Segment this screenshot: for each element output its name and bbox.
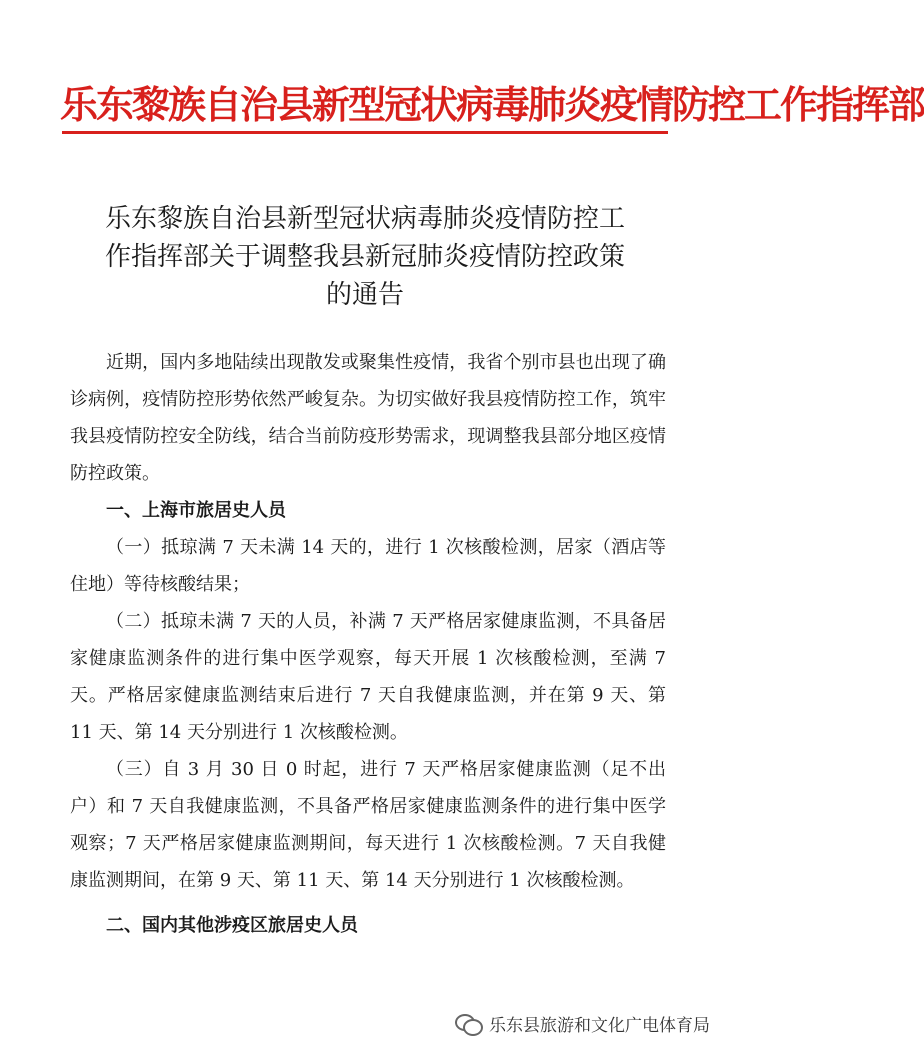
document-title xyxy=(60,200,670,314)
document-title-line: 的通告 xyxy=(325,280,404,310)
letterhead-title: 乐东黎族自治县新型冠状病毒肺炎疫情防控工作指挥部 xyxy=(60,83,924,127)
document-body xyxy=(70,344,666,944)
body-paragraph: （二）抵琼未满 7 天的人员，补满 7 天严格居家健康监测，不具备居家健康监测条件的进行集中医学观察，每天开展 1 次核酸检测，至满 7 天。严格居家健康监测结束后进行 7 天自我健康监测，并在第 9 天、第 11 天、第 14 天分别进行 1 次核酸检测。 xyxy=(70,611,666,743)
section-heading: 二、国内其他涉疫区旅居史人员 xyxy=(106,915,358,936)
source-watermark xyxy=(455,1011,710,1036)
document-title-line: 乐东黎族自治县新型冠状病毒肺炎疫情防控工 xyxy=(104,204,625,234)
body-paragraph: （一）抵琼满 7 天未满 14 天的，进行 1 次核酸检测，居家（酒店等住地）等待核酸结果； xyxy=(70,537,666,595)
letterhead-rule xyxy=(62,131,668,134)
document-title-line: 作指挥部关于调整我县新冠肺炎疫情防控政策 xyxy=(104,242,625,272)
wechat-icon xyxy=(455,1014,481,1034)
watermark-text: 乐东县旅游和文化广电体育局 xyxy=(489,1016,710,1036)
body-paragraph: （三）自 3 月 30 日 0 时起，进行 7 天严格居家健康监测（足不出户）和 7 天自我健康监测，不具备严格居家健康监测条件的进行集中医学观察；7 天严格居家健康监测期间，每天进行 1 次核酸检测。7 天自我健康监测期间，在第 9 天、第 11 天、第 14 天分别进行 1 次核酸检测。 xyxy=(70,759,666,891)
intro-paragraph: 近期，国内多地陆续出现散发或聚集性疫情，我省个别市县也出现了确诊病例，疫情防控形势依然严峻复杂。为切实做好我县疫情防控工作，筑牢我县疫情防控安全防线，结合当前防疫形势需求，现调整我县部分地区疫情防控政策。 xyxy=(70,352,666,484)
section-heading: 一、上海市旅居史人员 xyxy=(106,500,286,521)
